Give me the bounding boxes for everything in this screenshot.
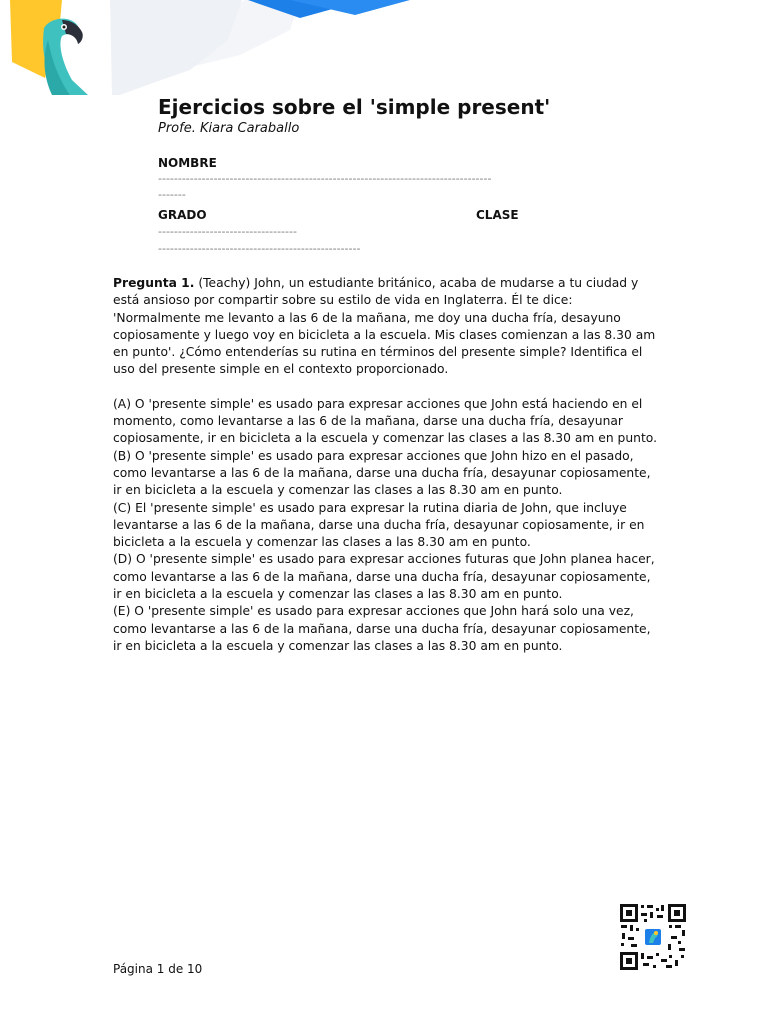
document-title: Ejercicios sobre el 'simple present' [158, 95, 551, 119]
nombre-label: NOMBRE [158, 156, 217, 170]
header-decoration [0, 0, 768, 100]
grado-label: GRADO [158, 208, 207, 222]
answer-options [113, 396, 658, 655]
question-prompt [113, 275, 658, 379]
qr-code-icon [619, 903, 687, 971]
parrot-logo-icon [43, 19, 88, 95]
option-a: (A) O 'presente simple' es usado para expresar acciones que John está haciendo en el momento, como levantarse a las 6 de la mañana, darse una ducha fría, desayunar copiosamente, ir en bicicleta a la escuela y comenzar las clases a las 8.30 am en punto. [113, 396, 657, 446]
nombre-field [158, 155, 658, 203]
question-label: Pregunta 1. [113, 276, 195, 290]
teacher-name: Profe. Kiara Caraballo [158, 121, 300, 136]
option-d: (D) O 'presente simple' es usado para expresar acciones futuras que John planea hacer, como levantarse a las 6 de la mañana, darse una ducha fría, desayunar copiosamente, ir en bicicleta a la escuela y comenzar las clases a las 8.30 am en punto. [113, 552, 655, 602]
grado-line: ----------------------------------- [158, 225, 297, 238]
question-text: (Teachy) John, un estudiante británico, acaba de mudarse a tu ciudad y está ansioso por compartir sobre su estilo de vida en Inglaterra. Él te dice: 'Normalmente me levanto a las 6 de la mañana, me doy una ducha fría, desayuno copiosamente y luego voy en bicicleta a la escuela. Mis clases comienzan a las 8.30 am en punto'. ¿Cómo entenderías su rutina en términos del presente simple? Identifica el uso del presente simple en el contexto proporcionado. [113, 276, 656, 377]
option-b: (B) O 'presente simple' es usado para expresar acciones que John hizo en el pasado, como levantarse a las 6 de la mañana, darse una ducha fría, desayunar copiosamente, ir en bicicleta a la escuela y comenzar las clases a las 8.30 am en punto. [113, 448, 651, 498]
nombre-line-continued: ------- [158, 188, 186, 201]
question-1 [113, 275, 658, 655]
clase-label: CLASE [476, 208, 519, 222]
nombre-line: ------------------------------------------------------------------------------------ [158, 172, 492, 185]
document-header [158, 94, 658, 138]
option-e: (E) O 'presente simple' es usado para expresar acciones que John hará solo una vez, como levantarse a las 6 de la mañana, darse una ducha fría, desayunar copiosamente, ir en bicicleta a la escuela y comenzar las clases a las 8.30 am en punto. [113, 604, 651, 653]
option-c: (C) El 'presente simple' es usado para expresar la rutina diaria de John, que incluye levantarse a las 6 de la mañana, darse una ducha fría, desayunar copiosamente, ir en bicicleta a la escuela y comenzar las clases a las 8.30 am en punto. [113, 500, 645, 550]
page-number: Página 1 de 10 [113, 962, 203, 976]
clase-line: --------------------------------------------------- [158, 242, 361, 255]
